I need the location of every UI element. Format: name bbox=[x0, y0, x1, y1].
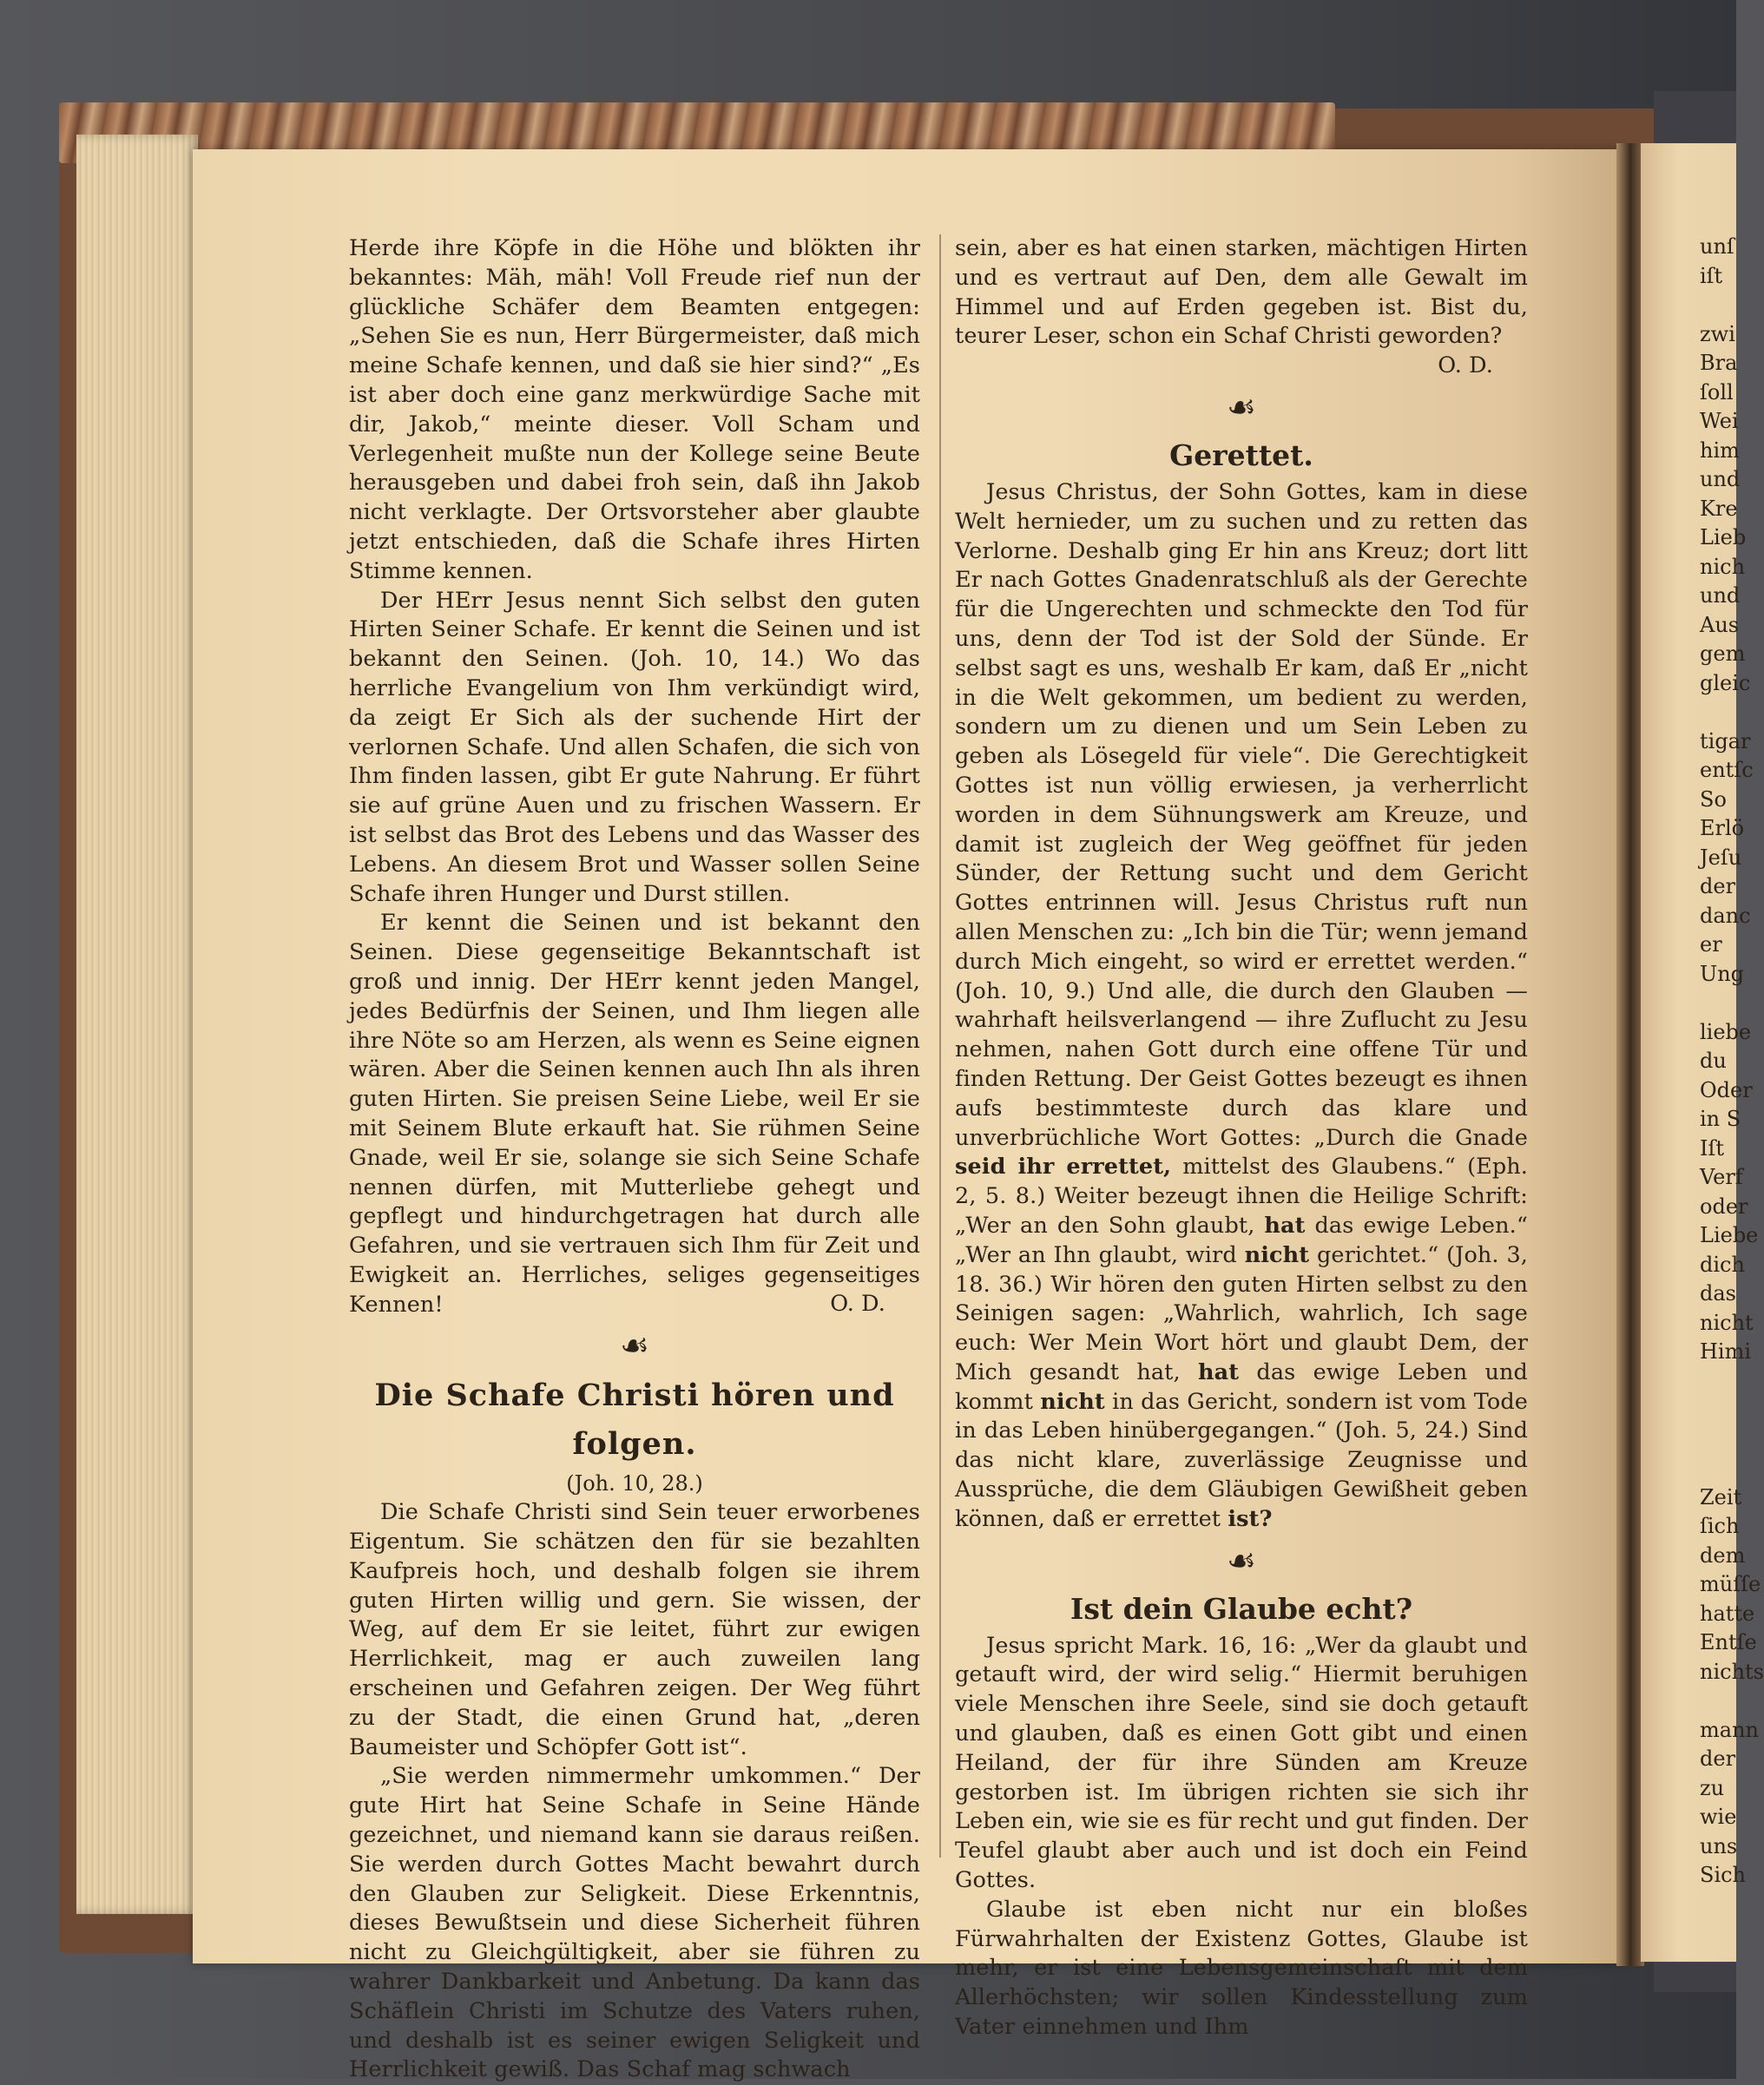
fragment-line: Entſe bbox=[1700, 1630, 1757, 1654]
fragment-line: du bbox=[1700, 1049, 1727, 1073]
fragment-line: Verf bbox=[1700, 1165, 1743, 1189]
fragment-line: Zeit bbox=[1700, 1484, 1742, 1509]
article-heading: Gerettet. bbox=[1169, 437, 1313, 472]
fragment-line: in S bbox=[1700, 1107, 1741, 1131]
paragraph: Herde ihre Köpfe in die Höhe und blökten ihr bekanntes: Mäh, mäh! Voll Freude rief nun der glückliche Schäfer dem Beamten entgegen: „Sehen Sie es nun, Herr Bürgermeister, daß mich meine Schafe kennen, und daß sie hier sind?“ „Es ist aber doch eine ganz merkwürdige Sache mit dir, Jakob,“ meinte dieser. Voll Scham und Verlegenheit mußte nun der Kollege seine Beute herausgeben und dabei froh sein, daß ihn Jakob nicht verklagte. Der Ortsvorsteher aber glaubte jetzt entschieden, daß die Schafe ihres Hirten Stimme kennen. bbox=[349, 235, 920, 584]
right-column bbox=[955, 234, 1528, 2042]
next-page-fragments bbox=[1700, 233, 1764, 1891]
fragment-line: entſc bbox=[1700, 758, 1754, 782]
fragment-line bbox=[1700, 698, 1764, 727]
fragment-line: oder bbox=[1700, 1194, 1748, 1219]
fragment-line: müſſe bbox=[1700, 1572, 1761, 1596]
fragment-line: dem bbox=[1700, 1542, 1746, 1568]
paragraph: „Sie werden nimmermehr umkommen.“ Der gute Hirt hat Seine Schafe in Seine Hände gezeichnet, und niemand kann sie daraus reißen. Sie werden durch Gottes Macht bewahrt durch den Glauben zur Seligkeit. Diese Erkenntnis, dieses Bewußtsein und diese Sicherheit führen nicht zu Gleichgültigkeit, aber sie führen zu wahrer Dankbarkeit und Anbetung. Da kann das Schäflein Christi im Schutze des Vaters ruhen, und deshalb ist es seiner ewigen Seligkeit und Herrlichkeit gewiß. Das Schaf mag schwach bbox=[349, 1763, 920, 2083]
fragment-line: iſt bbox=[1700, 263, 1723, 288]
paragraph: Glaube ist eben nicht nur ein bloßes Fürwahrhalten der Existenz Gottes, Glaube ist mehr, er ist eine Lebensgemeinschaft mit dem Allerhöchsten; wir sollen Kindesstellung zum Vater einnehmen und Ihm bbox=[955, 1896, 1528, 2041]
fragment-line: Erlö bbox=[1700, 816, 1745, 840]
fragment-line: das bbox=[1700, 1281, 1736, 1306]
fragment-line: mann bbox=[1700, 1717, 1759, 1742]
fragment-line bbox=[1700, 1454, 1764, 1483]
fragment-line: him bbox=[1700, 437, 1740, 463]
fragment-line: zwi bbox=[1700, 321, 1735, 346]
fragment-line: Aus bbox=[1700, 612, 1740, 637]
fragment-line: So bbox=[1700, 786, 1727, 812]
fragment-line bbox=[1700, 291, 1764, 320]
paragraph: Er kennt die Seinen und ist bekannt den Seinen. Diese gegenseitige Bekanntschaft ist groß und innig. Der HErr kennt jeden Mangel, jedes Bedürfnis der Seinen, und Ihm liegen alle ihre Nöte so am Herzen, als wenn es Seine eignen wären. Aber die Seinen kennen auch Ihn als ihren guten Hirten. Sie preisen Seine Liebe, weil Er sie mit Seinem Blute erkauft hat. Sie rühmen Seine Gnade, weil Er sie, solange sie sich Seine Schafe nennen dürfen, mit Mutterliebe gehegt und gepflegt und hindurchgetragen hat durch alle Gefahren, und sie vertrauen sich Ihm für Zeit und Ewigkeit an. Herrliches, seliges gegenseitiges Kennen! bbox=[349, 910, 920, 1318]
ornament-fleuron: ☙ bbox=[1226, 387, 1257, 426]
fragment-line: hatte bbox=[1700, 1601, 1755, 1626]
fragment-line bbox=[1700, 1396, 1764, 1425]
fragment-line: liebe bbox=[1700, 1019, 1752, 1044]
paragraph: Die Schafe Christi sind Sein teuer erworbenes Eigentum. Sie schätzen den für sie bezahlten Kaufpreis hoch, und deshalb folgen sie ihrem guten Hirten willig und gern. Sie wissen, der Weg, auf dem Er sie leitet, führt zur ewigen Herrlichkeit, mag er auch zuweilen lang erscheinen und Gefahren zeigen. Der Weg führt zu der Stadt, die einen Grund hat, „deren Baumeister und Schöpfer Gott ist“. bbox=[349, 1499, 920, 1760]
fragment-line bbox=[1700, 1425, 1764, 1455]
fragment-line: Kre bbox=[1700, 496, 1738, 521]
ornament-fleuron: ☙ bbox=[1226, 1541, 1257, 1580]
fragment-line: ſoll bbox=[1700, 379, 1734, 405]
fragment-line: und bbox=[1700, 583, 1741, 608]
fragment-line: dich bbox=[1700, 1252, 1745, 1277]
paragraph-text: sein, aber es hat einen starken, mächtigen Hirten und es vertraut auf Den, dem alle Gewalt im Himmel und auf Erden gegeben ist. Bist du, teurer Leser, schon ein Schaf Christi geworden? bbox=[955, 235, 1528, 350]
article-heading: Ist dein Glaube echt? bbox=[1070, 1591, 1413, 1626]
fragment-line: Oder bbox=[1700, 1077, 1753, 1102]
fragment-line bbox=[1700, 1687, 1764, 1716]
fragment-line: Jeſu bbox=[1700, 845, 1742, 870]
fragment-line: nich bbox=[1700, 554, 1746, 579]
fragment-line: und bbox=[1700, 467, 1741, 491]
fragment-line: Ung bbox=[1700, 961, 1745, 986]
fragment-line: wie bbox=[1700, 1805, 1737, 1829]
fragment-line: nichts bbox=[1700, 1659, 1764, 1684]
fragment-line: der bbox=[1700, 874, 1736, 898]
fragment-line: nicht bbox=[1700, 1310, 1754, 1335]
fragment-line: danc bbox=[1700, 903, 1751, 928]
fragment-line: tigar bbox=[1700, 728, 1751, 753]
fragment-line: zu bbox=[1700, 1775, 1725, 1800]
fragment-line: Lieb bbox=[1700, 525, 1747, 549]
fragment-line bbox=[1700, 1367, 1764, 1397]
fragment-line: er bbox=[1700, 932, 1722, 957]
author-signature: O. D. bbox=[830, 1291, 885, 1318]
fragment-line: uns bbox=[1700, 1833, 1738, 1858]
paragraph bbox=[955, 234, 1528, 379]
paragraph: Jesus spricht Mark. 16, 16: „Wer da glaubt und getauft wird, der wird selig.“ Hiermit beruhigen viele Menschen ihre Seele, sind sie doch getauft und glauben, daß es einen Gott gibt und einen Heiland, der für ihre Sünden am Kreuze gestorben ist. Im übrigen richten sie sich ihr Leben ein, wie sie es für recht und gut finden. Der Teufel glaubt aber auch und ist doch ein Feind Gottes. bbox=[955, 1632, 1528, 1894]
paragraph: Jesus Christus, der Sohn Gottes, kam in diese Welt hernieder, um zu suchen und zu retten das Verlorne. Deshalb ging Er hin ans Kreuz; dort litt Er nach Gottes Gnadenratschluß als der Gerechte für die Ungerechten und schmeckte den Tod für uns, denn der Tod ist der Sold der Sünde. Er selbst sagt es uns, weshalb Er kam, daß Er „nicht in die Welt gekommen, um bedient zu werden, sondern um zu dienen und um Sein Leben zu geben als Lösegeld für viele“. Die Gerechtigkeit Gottes ist nun völlig erwiesen, ja verherrlicht worden in dem Sühnungswerk am Kreuze, und damit ist zugleich der Weg geöffnet für jeden Sünder, der Rettung sucht und dem Gericht Gottes entrinnen will. Jesus Christus ruft nun allen Menschen zu: „Ich bin die Tür; wenn jemand durch Mich eingeht, so wird er errettet werden.“ (Joh. 10, 9.) Und alle, die durch den Glauben — wahrhaft heilsverlangend — ihre Zuflucht zu Jesu nehmen, nahen Gott durch eine offene Tür und finden Rettung. Der Geist Gottes bezeugt es ihnen aufs bestimmteste durch das klare und unverbrüchliche Wort Gottes: „Durch die Gnade seid ihr errettet, mittelst des Glaubens.“ (Eph. 2, 5. 8.) Weiter bezeugt ihnen die Heilige Schrift: „Wer an den Sohn glaubt, hat das ewige Leben.“ „Wer an Ihn glaubt, wird nicht gerichtet.“ (Joh. 3, 18. 36.) Wir hören den guten Hirten selbst zu den Seinigen sagen: „Wahrlich, wahrlich, Ich sage euch: Wer Mein Wort hört und glaubt Dem, der Mich gesandt hat, hat das ewige Leben und kommt nicht in das Gericht, sondern ist vom Tode in das Leben hinübergegangen.“ (Joh. 5, 24.) Sind das nicht klare, zuverlässige Zeugnisse und Aussprüche, die dem Gläubigen Gewißheit geben können, daß er errettet ist? bbox=[955, 478, 1528, 1532]
fragment-line bbox=[1700, 989, 1764, 1018]
fragment-line: Himi bbox=[1700, 1339, 1752, 1364]
page-block-edge bbox=[76, 135, 198, 1914]
fragment-line: Wei bbox=[1700, 409, 1739, 433]
fragment-line: ſich bbox=[1700, 1514, 1740, 1538]
article-heading: Die Schafe Christi hören und folgen. bbox=[374, 1378, 895, 1463]
paragraph: Der HErr Jesus nennt Sich selbst den guten Hirten Seiner Schafe. Er kennt die Seinen und ist bekannt den Seinen. (Joh. 10, 14.) Wo das herrliche Evangelium von Ihm verkündigt wird, da zeigt Er Sich als der suchende Hirt der verlornen Schafe. Und allen Schafen, die sich von Ihm finden lassen, gibt Er gute Nahrung. Er führt sie auf grüne Auen und zu frischen Wassern. Er ist selbst das Brot des Lebens und das Wasser des Lebens. An diesem Brot und Wasser sollen Seine Schafe ihren Hunger und Durst stillen. bbox=[349, 587, 920, 907]
fragment-line: Sich bbox=[1700, 1863, 1747, 1887]
fragment-line: Iſt bbox=[1700, 1135, 1725, 1161]
fragment-line: gleic bbox=[1700, 670, 1751, 695]
author-signature: O. D. bbox=[1438, 352, 1493, 379]
scripture-reference: (Joh. 10, 28.) bbox=[566, 1471, 703, 1496]
fragment-line: Liebe bbox=[1700, 1223, 1759, 1247]
fragment-line: gem bbox=[1700, 641, 1746, 666]
fragment-line: Bra bbox=[1700, 351, 1738, 375]
fragment-line: unſ bbox=[1700, 234, 1734, 259]
column-divider bbox=[939, 234, 941, 1858]
left-column bbox=[349, 234, 920, 2085]
ornament-fleuron: ☙ bbox=[619, 1326, 650, 1365]
fragment-line: der bbox=[1700, 1746, 1736, 1771]
